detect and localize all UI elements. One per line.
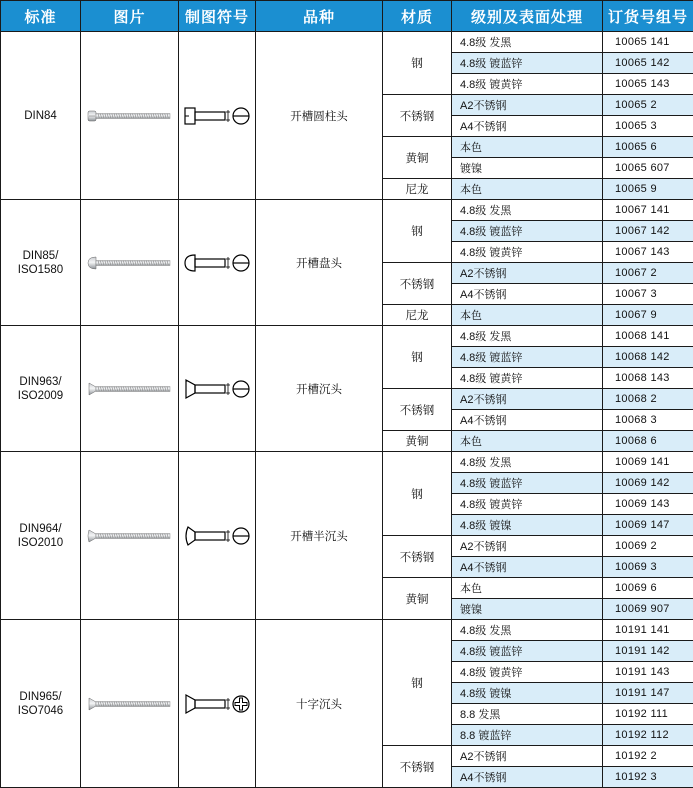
grade-cell: A2不锈钢 [452,263,603,284]
order-number-cell: 10065 6 [603,137,693,158]
order-number-cell: 10068 142 [603,347,693,368]
standard-cell: DIN965/ ISO7046 [1,620,81,788]
table-body [1,32,693,788]
grade-cell: 镀镍 [452,158,603,179]
order-number-cell: 10067 3 [603,284,693,305]
grade-cell: 4.8级 镀蓝锌 [452,347,603,368]
drawing-symbol-icon [182,249,252,277]
order-number-cell: 10065 142 [603,53,693,74]
grade-cell: A4不锈钢 [452,116,603,137]
material-cell: 尼龙 [383,305,452,326]
grade-cell: 4.8级 镀黄锌 [452,662,603,683]
order-number-cell: 10069 3 [603,557,693,578]
order-number-cell: 10069 141 [603,452,693,473]
grade-cell: A2不锈钢 [452,536,603,557]
screw-photo-cell [81,200,179,326]
drawing-symbol-icon [182,102,252,130]
order-number-cell: 10067 141 [603,200,693,221]
material-cell: 尼龙 [383,179,452,200]
order-number-cell: 10065 3 [603,116,693,137]
order-number-cell: 10068 3 [603,410,693,431]
material-cell: 黄铜 [383,431,452,452]
order-number-cell: 10191 143 [603,662,693,683]
grade-cell: 4.8级 镀蓝锌 [452,641,603,662]
standard-cell: DIN964/ ISO2010 [1,452,81,620]
material-cell: 不锈钢 [383,746,452,788]
grade-cell: 本色 [452,137,603,158]
grade-cell: 4.8级 镀黄锌 [452,494,603,515]
order-number-cell: 10069 143 [603,494,693,515]
order-number-cell: 10192 3 [603,767,693,788]
order-number-cell: 10065 9 [603,179,693,200]
material-cell: 不锈钢 [383,263,452,305]
product-type-cell: 开槽沉头 [256,326,383,452]
grade-cell: 8.8 镀蓝锌 [452,725,603,746]
order-number-cell: 10068 2 [603,389,693,410]
grade-cell: A4不锈钢 [452,767,603,788]
material-cell: 钢 [383,620,452,746]
grade-cell: A4不锈钢 [452,557,603,578]
grade-cell: 4.8级 镀黄锌 [452,368,603,389]
material-cell: 黄铜 [383,137,452,179]
grade-cell: A2不锈钢 [452,389,603,410]
grade-cell: 4.8级 发黑 [452,620,603,641]
header-order: 订货号组号 [603,1,693,32]
drawing-symbol-icon [182,375,252,403]
header-mat: 材质 [383,1,452,32]
material-cell: 钢 [383,326,452,389]
table-row [1,32,693,53]
order-number-cell: 10065 141 [603,32,693,53]
grade-cell: 4.8级 镀蓝锌 [452,473,603,494]
material-cell: 不锈钢 [383,389,452,431]
order-number-cell: 10191 142 [603,641,693,662]
grade-cell: 4.8级 发黑 [452,452,603,473]
material-cell: 钢 [383,32,452,95]
material-cell: 不锈钢 [383,95,452,137]
product-type-cell: 开槽圆柱头 [256,32,383,200]
grade-cell: 8.8 发黑 [452,704,603,725]
order-number-cell: 10067 142 [603,221,693,242]
header-pic: 图片 [81,1,179,32]
order-number-cell: 10067 143 [603,242,693,263]
header-prod: 品种 [256,1,383,32]
order-number-cell: 10068 6 [603,431,693,452]
grade-cell: 4.8级 镀黄锌 [452,242,603,263]
order-number-cell: 10067 2 [603,263,693,284]
grade-cell: 本色 [452,578,603,599]
standard-cell: DIN85/ ISO1580 [1,200,81,326]
grade-cell: 本色 [452,179,603,200]
screw-photo-cell [81,32,179,200]
grade-cell: 4.8级 镀镍 [452,683,603,704]
material-cell: 钢 [383,200,452,263]
grade-cell: 4.8级 发黑 [452,200,603,221]
grade-cell: 4.8级 镀蓝锌 [452,53,603,74]
grade-cell: A4不锈钢 [452,284,603,305]
order-number-cell: 10069 147 [603,515,693,536]
screw-photo-cell [81,326,179,452]
screw-photo-icon [85,375,175,403]
grade-cell: 4.8级 发黑 [452,326,603,347]
order-number-cell: 10069 2 [603,536,693,557]
material-cell: 钢 [383,452,452,536]
grade-cell: 4.8级 镀黄锌 [452,74,603,95]
grade-cell: 本色 [452,305,603,326]
drawing-symbol-cell [179,326,256,452]
header-grade: 级别及表面处理 [452,1,603,32]
product-type-cell: 开槽半沉头 [256,452,383,620]
order-number-cell: 10065 607 [603,158,693,179]
screw-photo-icon [85,249,175,277]
table-row [1,452,693,473]
screw-photo-cell [81,620,179,788]
product-type-cell: 十字沉头 [256,620,383,788]
order-number-cell: 10065 2 [603,95,693,116]
order-number-cell: 10191 141 [603,620,693,641]
grade-cell: 4.8级 镀蓝锌 [452,221,603,242]
drawing-symbol-cell [179,200,256,326]
table-row [1,200,693,221]
standard-cell: DIN963/ ISO2009 [1,326,81,452]
drawing-symbol-cell [179,452,256,620]
order-number-cell: 10191 147 [603,683,693,704]
material-cell: 不锈钢 [383,536,452,578]
grade-cell: A2不锈钢 [452,95,603,116]
order-number-cell: 10068 141 [603,326,693,347]
grade-cell: 4.8级 发黑 [452,32,603,53]
standard-cell: DIN84 [1,32,81,200]
screw-photo-icon [85,522,175,550]
table-row [1,326,693,347]
header-sym: 制图符号 [179,1,256,32]
order-number-cell: 10067 9 [603,305,693,326]
drawing-symbol-icon [182,690,252,718]
screw-photo-cell [81,452,179,620]
product-type-cell: 开槽盘头 [256,200,383,326]
order-number-cell: 10192 2 [603,746,693,767]
header-std: 标准 [1,1,81,32]
drawing-symbol-cell [179,620,256,788]
order-number-cell: 10192 112 [603,725,693,746]
table-row [1,620,693,641]
drawing-symbol-cell [179,32,256,200]
order-number-cell: 10069 6 [603,578,693,599]
grade-cell: 4.8级 镀镍 [452,515,603,536]
order-number-cell: 10192 111 [603,704,693,725]
order-number-cell: 10069 142 [603,473,693,494]
grade-cell: A2不锈钢 [452,746,603,767]
screw-photo-icon [85,102,175,130]
grade-cell: 本色 [452,431,603,452]
drawing-symbol-icon [182,522,252,550]
material-cell: 黄铜 [383,578,452,620]
order-number-cell: 10065 143 [603,74,693,95]
screw-photo-icon [85,690,175,718]
grade-cell: A4不锈钢 [452,410,603,431]
header-row [1,1,693,32]
grade-cell: 镀镍 [452,599,603,620]
order-number-cell: 10069 907 [603,599,693,620]
order-number-cell: 10068 143 [603,368,693,389]
